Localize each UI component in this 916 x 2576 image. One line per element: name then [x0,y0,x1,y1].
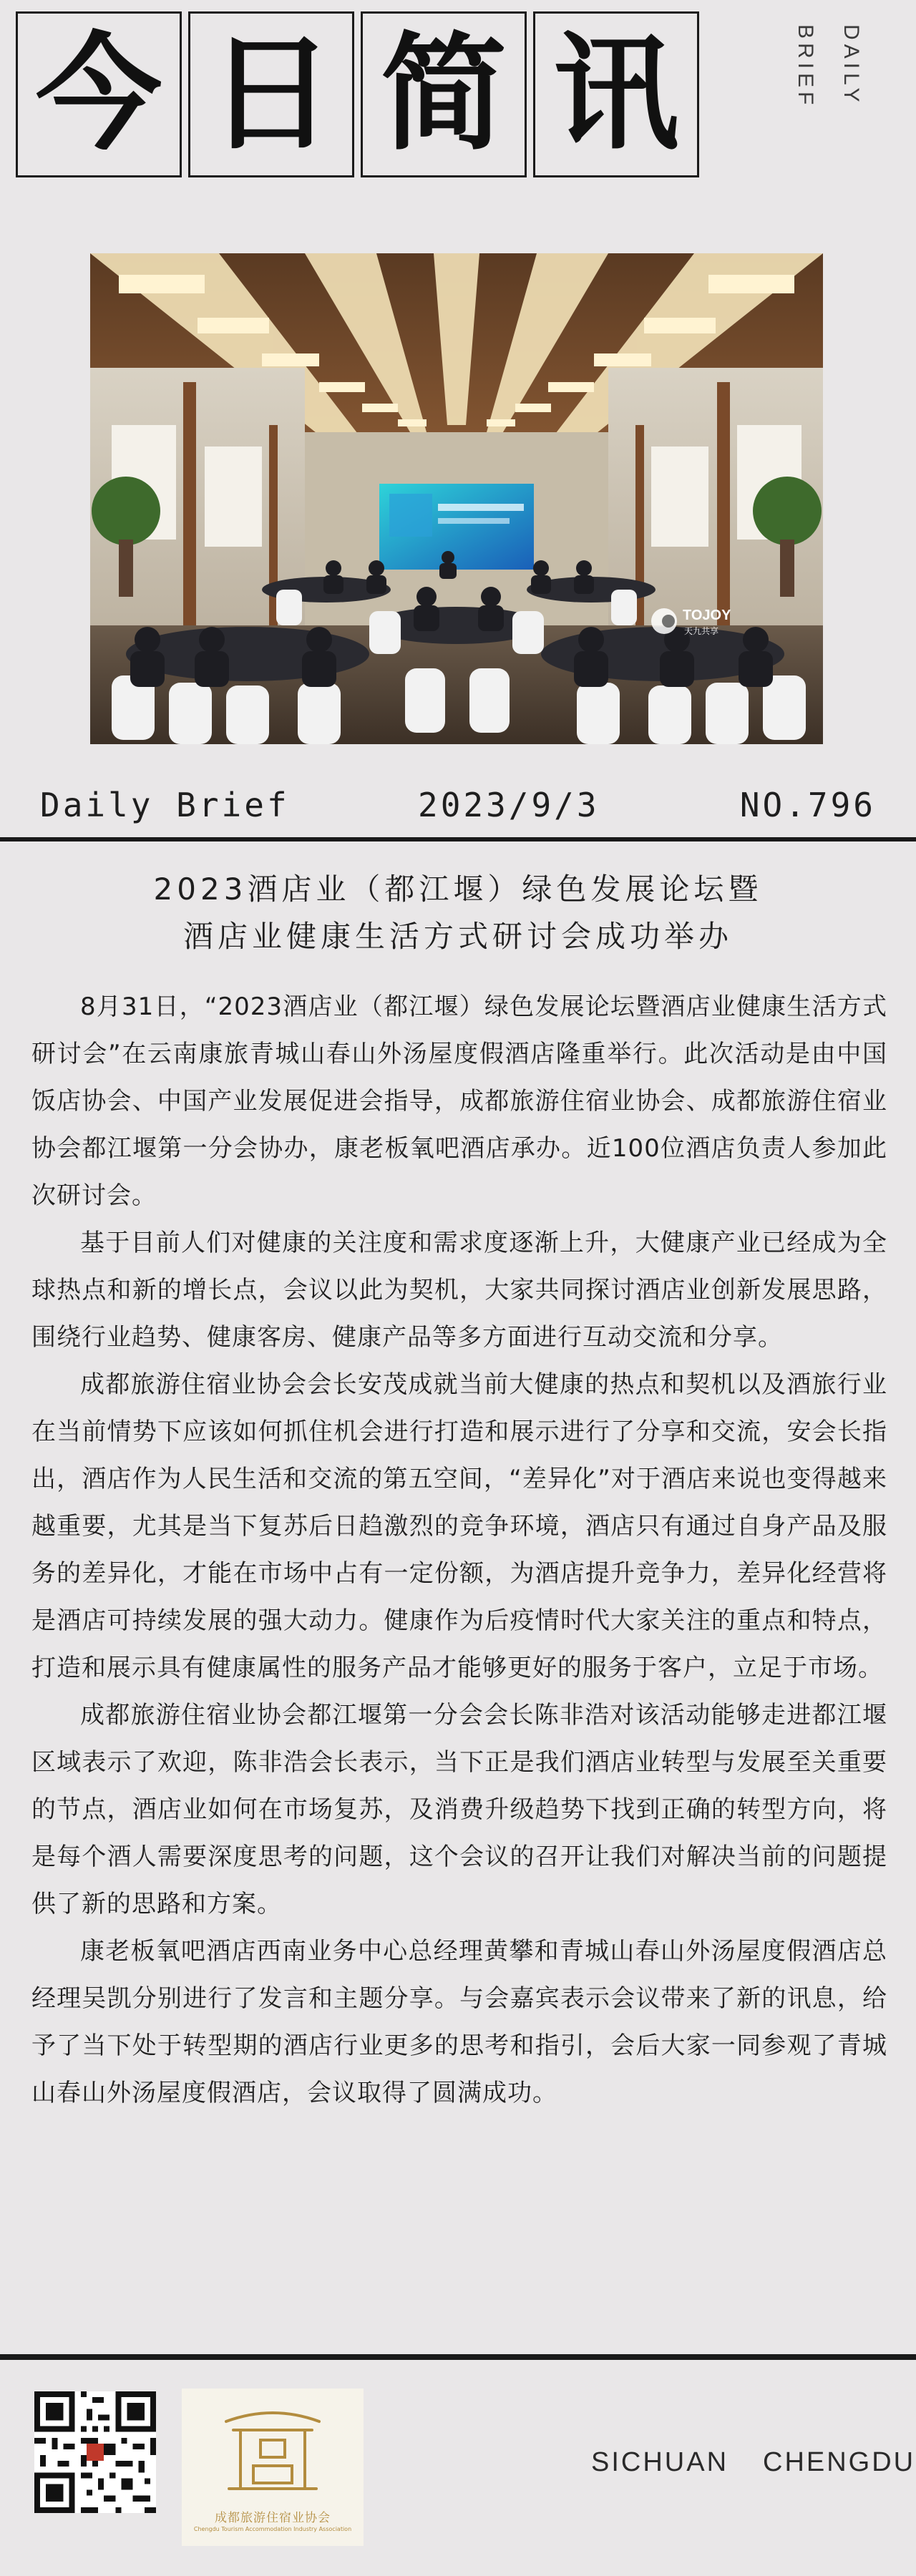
watermark-brand: TOJOY [683,608,731,623]
qr-code[interactable] [34,2391,156,2513]
masthead [0,0,916,215]
paragraph: 基于目前人们对健康的关注度和需求度逐渐上升，大健康产业已经成为全球热点和新的增长点，会议以此为契机，大家共同探讨酒店业创新发展思路，围绕行业趋势、健康客房、健康产品等多方面进行互动交流和分享。 [31,1229,887,1352]
masthead-vertical-label [793,24,863,109]
info-bar [40,781,876,827]
watermark-sub: 天九共享 [684,626,719,636]
association-subtitle: Chengdu Tourism Accommodation Industry Association [193,2526,352,2532]
issue-date: 2023/9/3 [418,786,600,824]
location-province: SICHUAN [591,2447,729,2477]
location-city: CHENGDU [763,2447,916,2477]
brief-label: Daily Brief [40,786,290,824]
headline-line-1: 2023酒店业（都江堰）绿色发展论坛暨 [153,872,763,907]
divider-top [0,837,916,841]
headline-line-2: 酒店业健康生活方式研讨会成功举办 [182,919,733,954]
event-photo [90,253,823,744]
paragraph: 成都旅游住宿业协会都江堰第一分会会长陈非浩对该活动能够走进都江堰区域表示了欢迎，陈非浩会长表示，当下正是我们酒店业转型与发展至关重要的节点，酒店业如何在市场复苏，及消费升级趋势下找到正确的转型方向，将是每个酒人需要深度思考的问题，这个会议的召开让我们对解决当前的问题提供了新的思路和方案。 [31,1701,887,1918]
association-name: 成都旅游住宿业协会 [215,2511,331,2525]
title-char-2: 日 [188,11,354,177]
event-photo-illustration [90,253,823,744]
article-headline [0,866,916,960]
title-char-3: 简 [361,11,527,177]
paragraph: 成都旅游住宿业协会会长安茂成就当前大健康的热点和契机以及酒旅行业在当前情势下应该如何抓住机会进行打造和展示进行了分享和交流，安会长指出，酒店作为人民生活和交流的第五空间，“差异化”对于酒店来说也变得越来越重要，尤其是当下复苏后日趋激烈的竞争环境，酒店只有通过自身产品及服务的差异化，才能在市场中占有一定份额，为酒店提升竞争力，差异化经营将是酒店可持续发展的强大动力。健康作为后疫情时代大家关注的重点和特点，打造和展示具有健康属性的服务产品才能够更好的服务于客户，立足于市场。 [31,1370,887,1682]
association-logo [182,2389,364,2546]
masthead-title [16,11,699,177]
title-char-1: 今 [16,11,182,177]
issue-number: NO.796 [739,786,876,824]
qr-code-icon [34,2391,156,2513]
footer [0,2354,916,2576]
vertical-word-daily: DAILY [839,24,863,107]
paragraph: 康老板氧吧酒店西南业务中心总经理黄攀和青城山春山外汤屋度假酒店总经理吴凯分别进行了发言和主题分享。与会嘉宾表示会议带来了新的讯息，给予了当下处于转型期的酒店行业更多的思考和指引，会后大家一同参观了青城山春山外汤屋度假酒店，会议取得了圆满成功。 [31,1937,887,2107]
title-char-4: 讯 [533,11,699,177]
vertical-word-brief: BRIEF [794,24,817,109]
association-logo-icon [182,2389,364,2503]
paragraph: 8月31日，“2023酒店业（都江堰）绿色发展论坛暨酒店业健康生活方式研讨会”在云南康旅青城山春山外汤屋度假酒店隆重举行。此次活动是由中国饭店协会、中国产业发展促进会指导，成都旅游住宿业协会、成都旅游住宿业协会都江堰第一分会协办，康老板氧吧酒店承办。近100位酒店负责人参加此次研讨会。 [31,992,887,1210]
article-body [31,983,887,2117]
